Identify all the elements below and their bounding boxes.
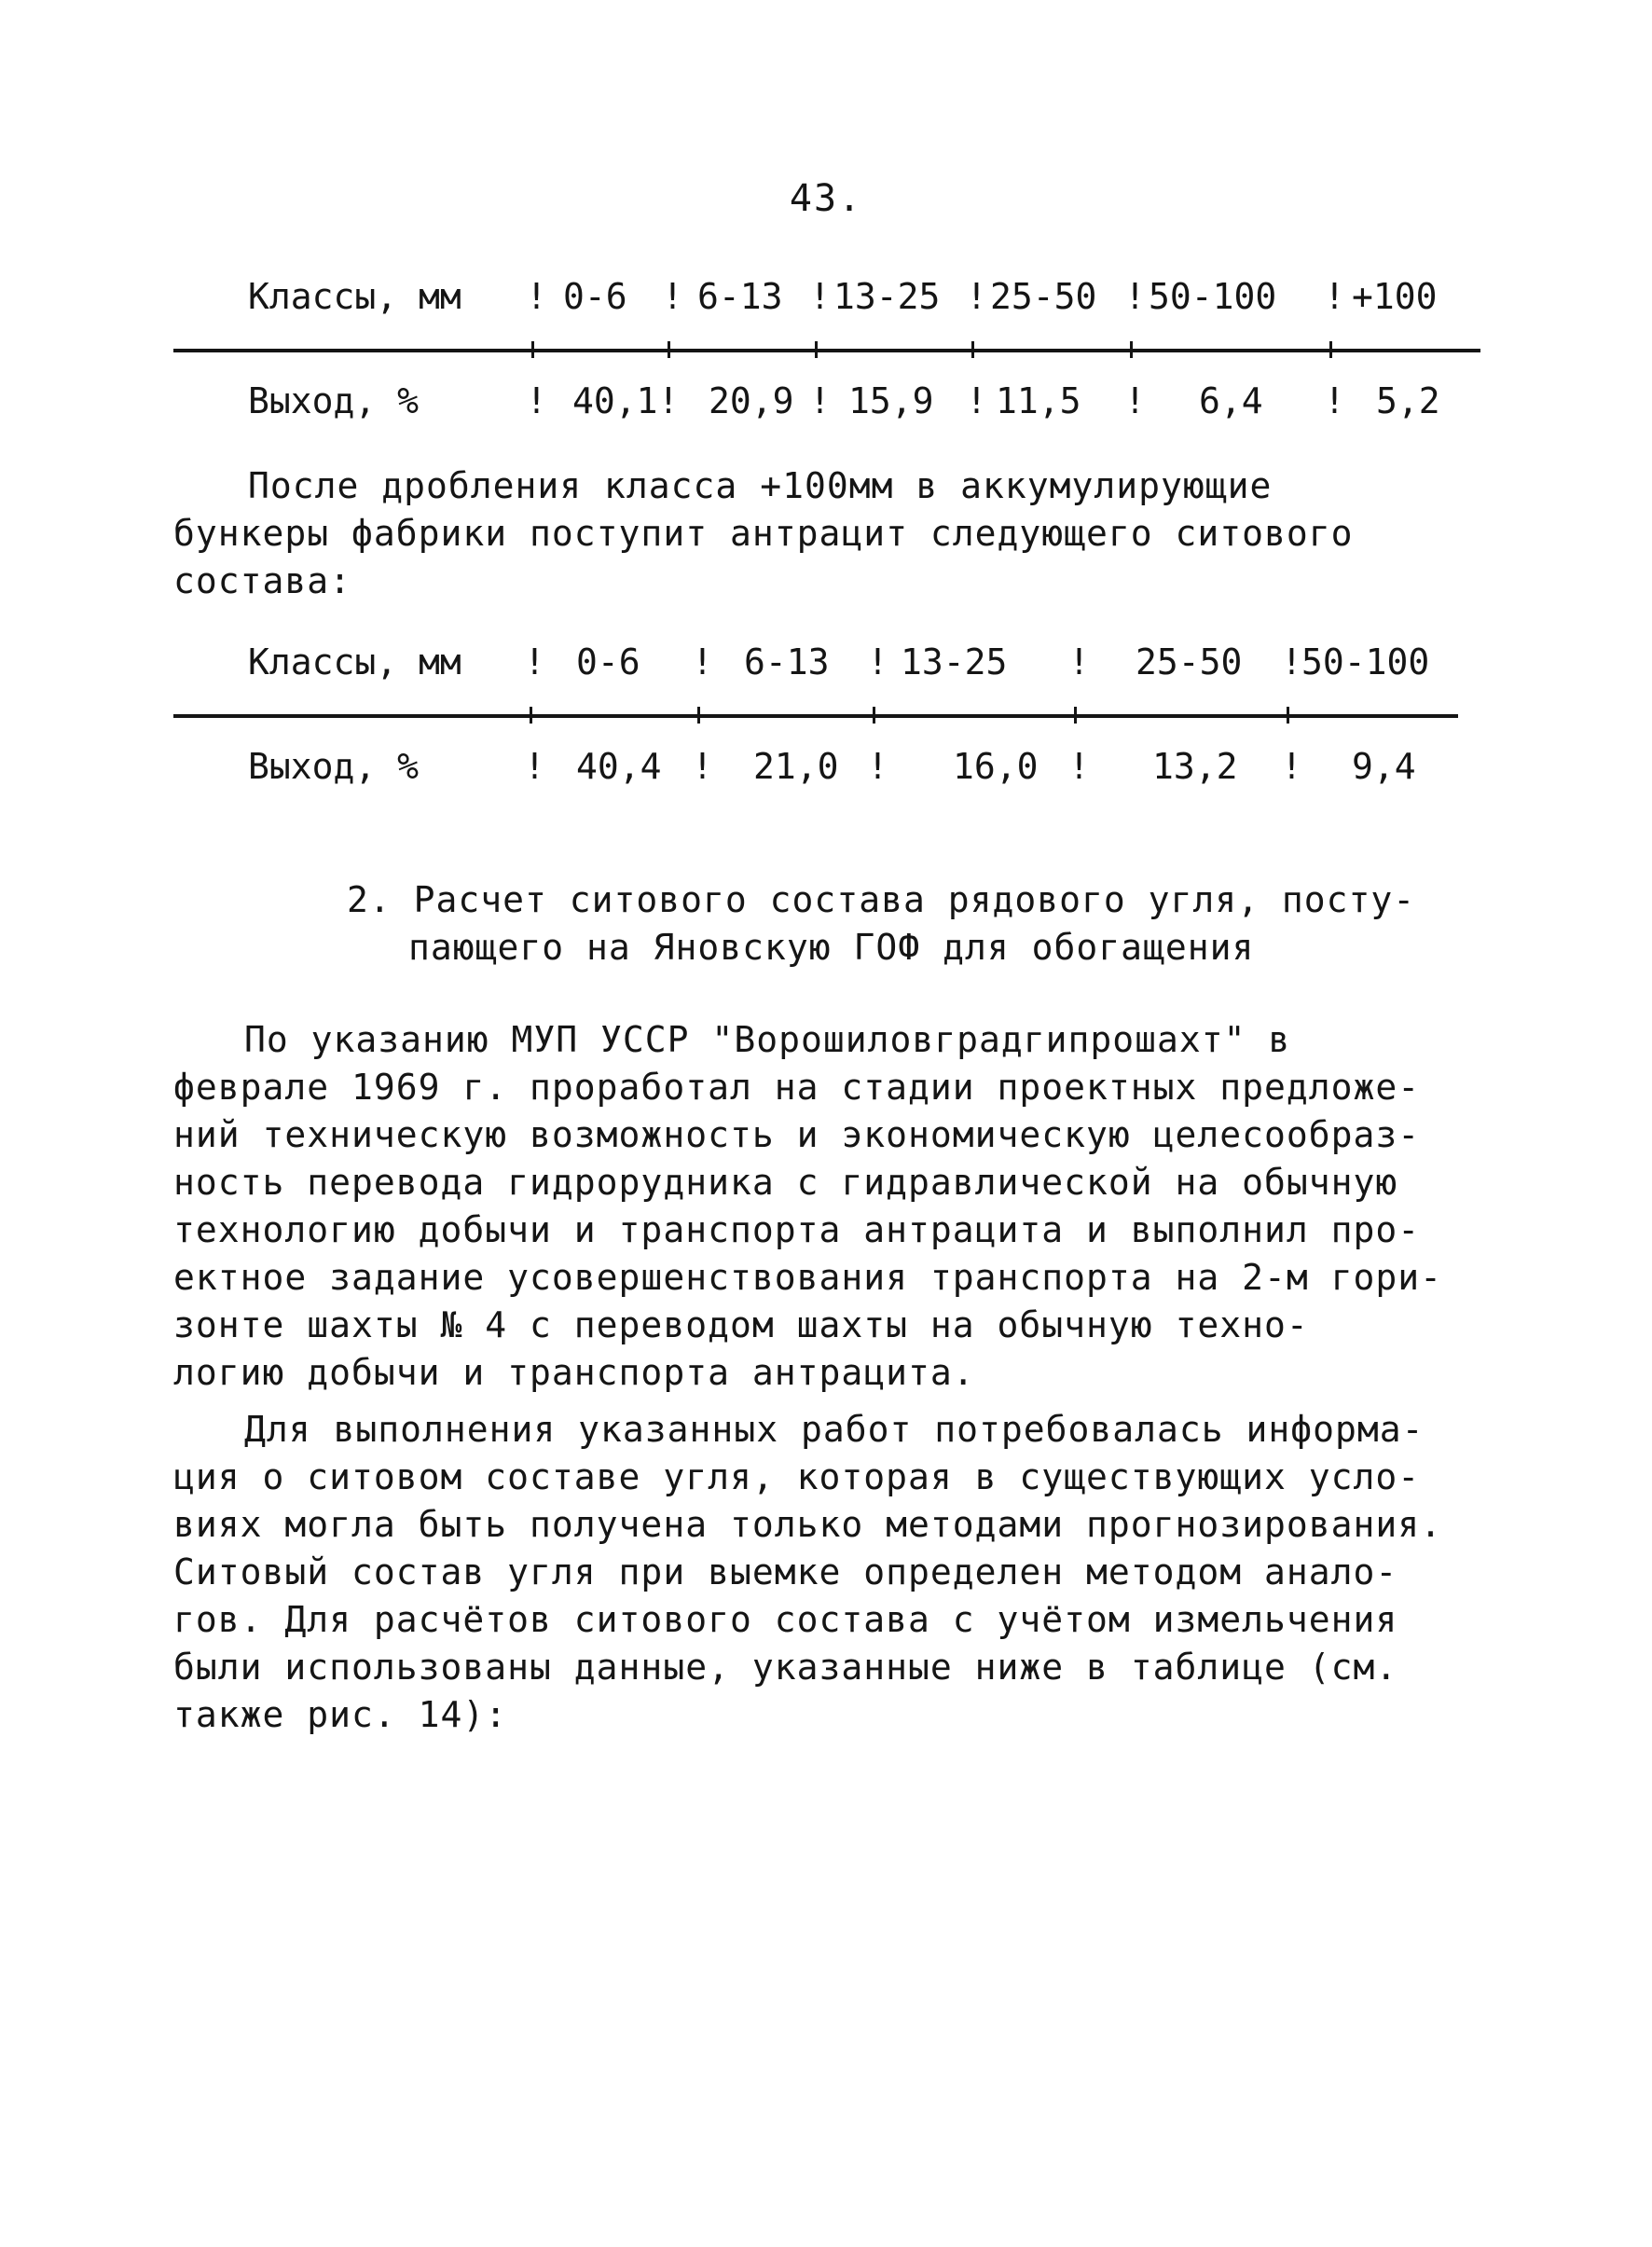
separator: ! — [524, 746, 545, 787]
text-line: зонте шахты № 4 с переводом шахты на обычную техно- — [173, 1304, 1309, 1345]
text-line: феврале 1969 г. проработал на стадии проектных предложе- — [173, 1067, 1421, 1108]
header-class: 13-25 — [833, 276, 941, 317]
heading-line: 2. Расчет ситового состава рядового угля, посту- — [347, 879, 1416, 920]
yield-value: 11,5 — [996, 380, 1081, 421]
text-line: логию добычи и транспорта антрацита. — [173, 1352, 975, 1393]
text-line: После дробления класса +100мм в аккумулирующие — [248, 465, 1273, 506]
separator: ! — [1324, 276, 1345, 317]
table-rule — [173, 714, 1458, 718]
row-label: Выход, % — [248, 380, 420, 421]
paragraph-information — [173, 1406, 1479, 1739]
table-data-row — [173, 746, 1480, 798]
separator: ! — [526, 380, 547, 421]
yield-value: 15,9 — [848, 380, 934, 421]
header-class: 0-6 — [563, 276, 627, 317]
header-class: 25-50 — [990, 276, 1097, 317]
text-line: ний техническую возможность и экономическую целесообраз- — [173, 1114, 1421, 1155]
text-line: ность перевода гидрорудника с гидравлической на обычную — [173, 1162, 1398, 1203]
heading-line: пающего на Яновскую ГОФ для обогащения — [408, 927, 1255, 968]
section-heading — [347, 876, 1466, 972]
text-line: бункеры фабрики поступит антрацит следующего ситового — [173, 513, 1354, 554]
yield-value: 5,2 — [1376, 380, 1440, 421]
text-line: гов. Для расчётов ситового состава с учётом измельчения — [173, 1599, 1398, 1640]
yield-value: 40,1! — [572, 380, 680, 421]
text-line: ция о ситовом составе угля, которая в существующих усло- — [173, 1456, 1421, 1497]
page-number: 43. — [789, 177, 863, 220]
header-class: +100 — [1352, 276, 1438, 317]
separator: ! — [526, 276, 547, 317]
separator: ! — [1324, 380, 1345, 421]
separator: ! — [1281, 641, 1302, 682]
text-line: По указанию МУП УССР "Ворошиловградгипрошахт" в — [244, 1019, 1291, 1060]
yield-value: 13,2 — [1152, 746, 1238, 787]
separator: ! — [692, 746, 713, 787]
text-line: ектное задание усовершенствования транспорта на 2-м гори- — [173, 1257, 1443, 1298]
separator: ! — [524, 641, 545, 682]
table-rule — [173, 349, 1480, 352]
sizing-table-1 — [173, 276, 1480, 433]
header-class: 6-13 — [744, 641, 830, 682]
sizing-table-2 — [173, 641, 1480, 798]
text-line: были использованы данные, указанные ниже в таблице (см. — [173, 1647, 1398, 1688]
header-class: 25-50 — [1136, 641, 1243, 682]
separator: ! — [1068, 641, 1090, 682]
separator: ! — [966, 276, 987, 317]
table-header-row — [173, 641, 1480, 694]
yield-value: 9,4 — [1352, 746, 1416, 787]
separator: ! — [1068, 746, 1090, 787]
separator: ! — [692, 641, 713, 682]
header-label: Классы, мм — [248, 641, 461, 682]
yield-value: 20,9 — [709, 380, 794, 421]
text-line: состава: — [173, 560, 352, 601]
header-class: 0-6 — [576, 641, 640, 682]
separator: ! — [1281, 746, 1302, 787]
header-class: 6-13 — [697, 276, 783, 317]
header-label: Классы, мм — [248, 276, 461, 317]
yield-value: 40,4 — [576, 746, 662, 787]
separator: ! — [867, 641, 888, 682]
paragraph-assignment — [173, 1016, 1479, 1397]
text-line: Ситовый состав угля при выемке определен методом анало- — [173, 1551, 1398, 1592]
text-line: также рис. 14): — [173, 1694, 508, 1735]
separator: ! — [966, 380, 987, 421]
text-line: Для выполнения указанных работ потребовалась информа- — [244, 1409, 1425, 1450]
text-line: виях могла быть получена только методами прогнозирования. — [173, 1504, 1443, 1545]
table-data-row — [173, 380, 1480, 433]
header-class: 50-100 — [1301, 641, 1430, 682]
row-label: Выход, % — [248, 746, 420, 787]
separator: ! — [809, 276, 831, 317]
header-class: 13-25 — [901, 641, 1008, 682]
separator: ! — [867, 746, 888, 787]
separator: ! — [662, 276, 683, 317]
yield-value: 16,0 — [953, 746, 1039, 787]
yield-value: 6,4 — [1199, 380, 1263, 421]
yield-value: 21,0 — [753, 746, 839, 787]
table-header-row — [173, 276, 1480, 328]
separator: ! — [1124, 380, 1146, 421]
paragraph-after-crushing — [173, 462, 1479, 605]
separator: ! — [809, 380, 831, 421]
text-line: технологию добычи и транспорта антрацита и выполнил про- — [173, 1209, 1421, 1250]
separator: ! — [1124, 276, 1146, 317]
header-class: 50-100 — [1149, 276, 1277, 317]
